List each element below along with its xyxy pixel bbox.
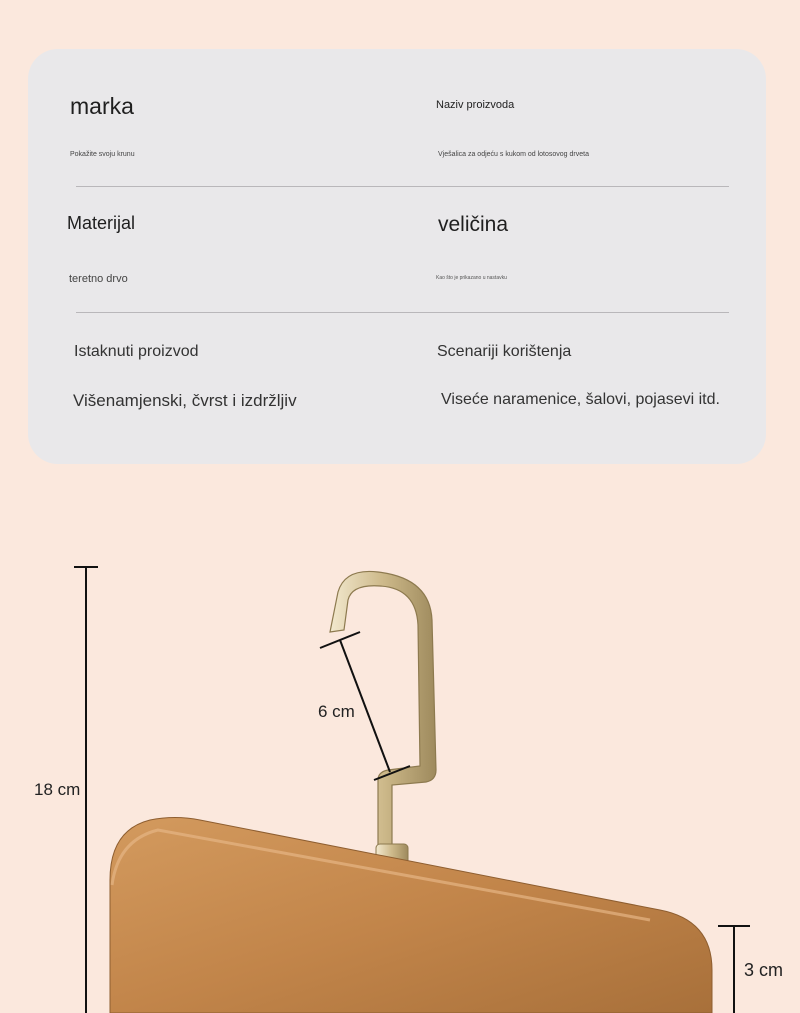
height-label: 18 cm [34, 780, 81, 799]
size-label: veličina [438, 213, 509, 236]
hook-size-label: 6 cm [318, 702, 355, 721]
highlight-value: Višenamjenski, čvrst i izdržljiv [73, 391, 297, 410]
size-value: Kao što je prikazano u nastavku [436, 275, 507, 281]
brand-label: marka [70, 93, 134, 119]
divider [76, 186, 729, 187]
spec-card [28, 49, 766, 464]
material-value: teretno drvo [69, 273, 128, 285]
usage-value: Viseće naramenice, šalovi, pojasevi itd. [441, 391, 720, 408]
divider [76, 312, 729, 313]
material-label: Materijal [67, 213, 136, 233]
product-name-label: Naziv proizvoda [436, 99, 515, 111]
thickness-label: 3 cm [744, 960, 784, 980]
brand-value: Pokažite svoju krunu [70, 151, 135, 158]
hanger-illustration [0, 480, 800, 1013]
highlight-label: Istaknuti proizvod [74, 343, 199, 360]
usage-label: Scenariji korištenja [437, 343, 572, 360]
product-name-value: Vješalica za odjeću s kukom od lotosovog drveta [438, 151, 589, 158]
